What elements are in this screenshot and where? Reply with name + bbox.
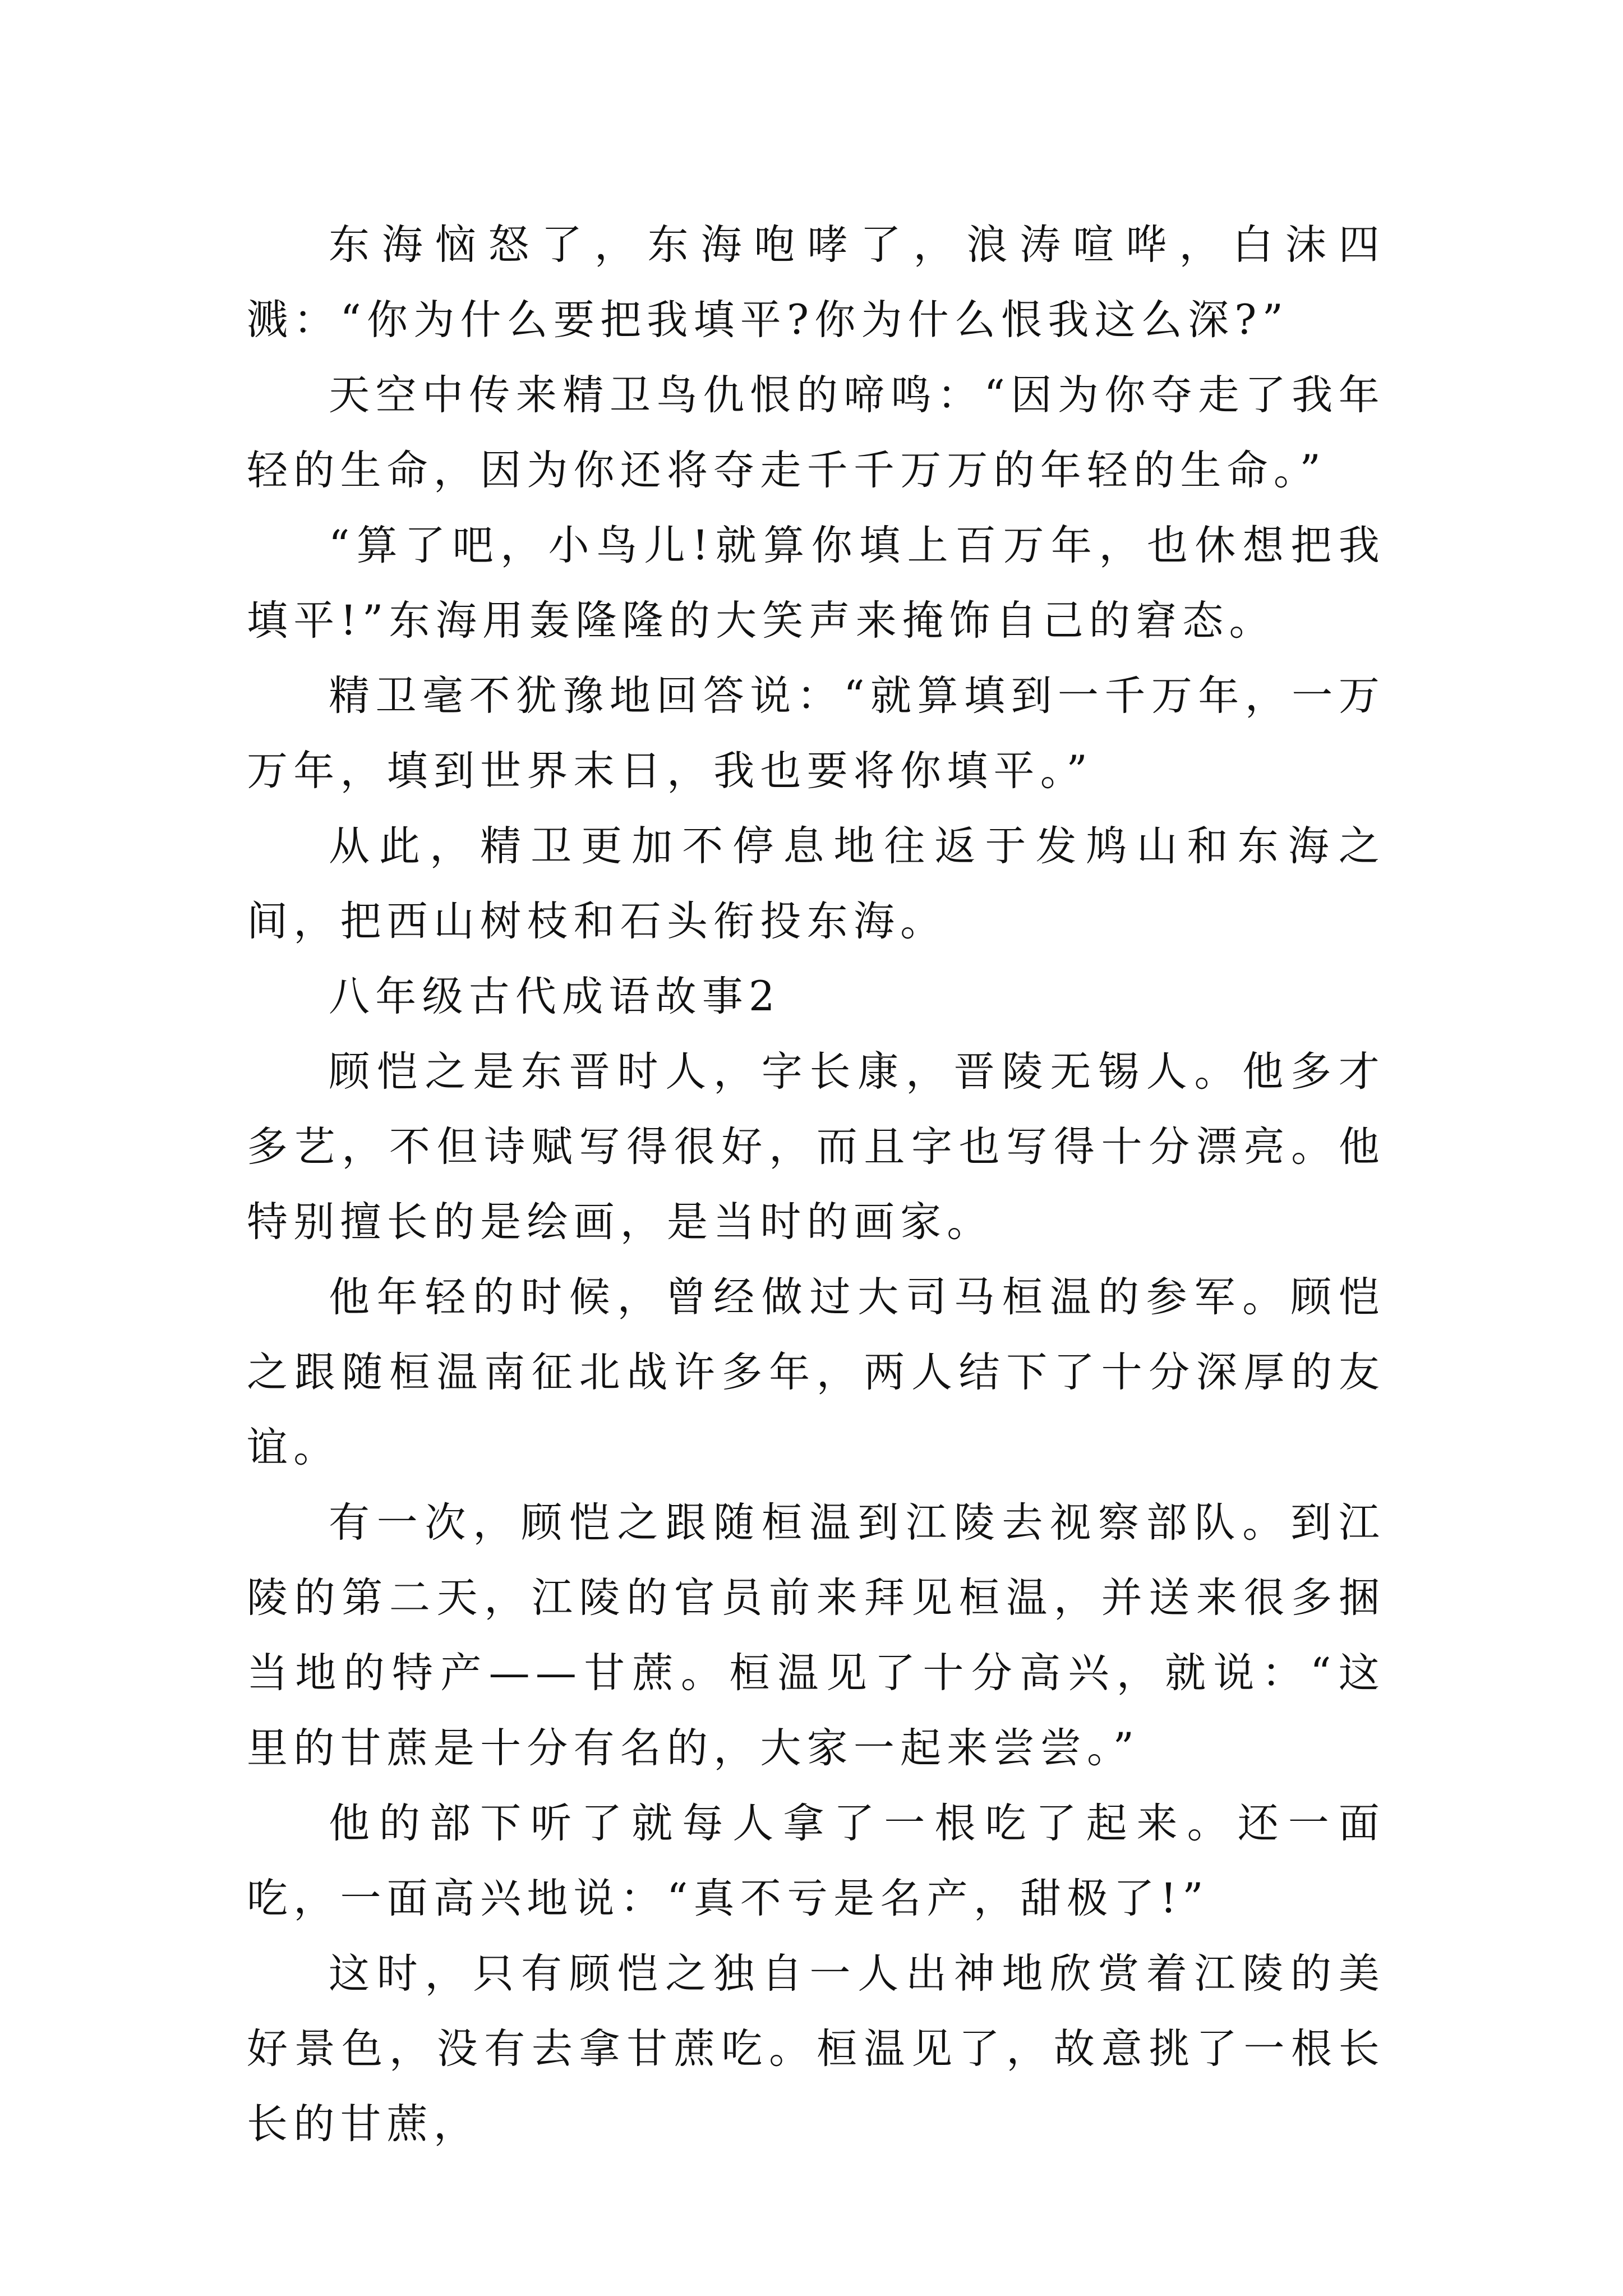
paragraph-2: 天空中传来精卫鸟仇恨的啼鸣：“因为你夺走了我年轻的生命，因为你还将夺走千千万万的年轻的生命。” xyxy=(247,371,1385,494)
document-body xyxy=(247,208,1385,2162)
section-heading: 八年级古代成语故事2 xyxy=(329,973,781,1020)
paragraph-6: 顾恺之是东晋时人，字长康，晋陵无锡人。他多才多艺，不但诗赋写得很好，而且字也写得十分漂亮。他特别擅长的是绘画，是当时的画家。 xyxy=(247,1048,1385,1246)
paragraph-4: 精卫毫不犹豫地回答说：“就算填到一千万年，一万万年，填到世界末日，我也要将你填平。” xyxy=(247,672,1385,795)
paragraph-10: 这时，只有顾恺之独自一人出神地欣赏着江陵的美好景色，没有去拿甘蔗吃。桓温见了，故意挑了一根长长的甘蔗， xyxy=(247,1950,1385,2148)
paragraph-8: 有一次，顾恺之跟随桓温到江陵去视察部队。到江陵的第二天，江陵的官员前来拜见桓温，并送来很多捆当地的特产——甘蔗。桓温见了十分高兴，就说：“这里的甘蔗是十分有名的，大家一起来尝尝。” xyxy=(247,1499,1385,1772)
paragraph-3: “算了吧，小鸟儿!就算你填上百万年，也休想把我填平!”东海用轰隆隆的大笑声来掩饰自己的窘态。 xyxy=(247,522,1385,645)
paragraph-7: 他年轻的时候，曾经做过大司马桓温的参军。顾恺之跟随桓温南征北战许多年，两人结下了十分深厚的友谊。 xyxy=(247,1273,1385,1471)
paragraph-9: 他的部下听了就每人拿了一根吃了起来。还一面吃，一面高兴地说：“真不亏是名产，甜极了!” xyxy=(247,1800,1385,1922)
paragraph-1: 东海恼怒了，东海咆哮了，浪涛喧哗，白沫四溅：“你为什么要把我填平?你为什么恨我这么深?” xyxy=(247,221,1385,344)
paragraph-5: 从此，精卫更加不停息地往返于发鸠山和东海之间，把西山树枝和石头衔投东海。 xyxy=(247,822,1385,945)
